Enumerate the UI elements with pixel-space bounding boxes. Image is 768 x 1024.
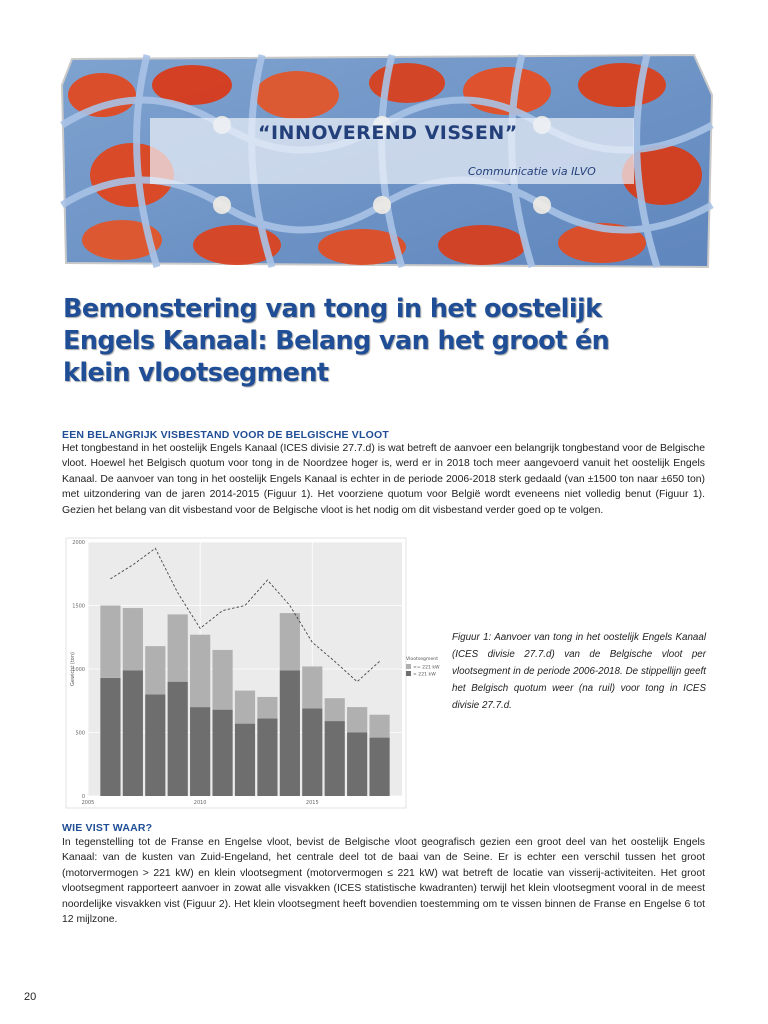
legend-label-small: <= 221 kW xyxy=(413,665,440,671)
article-headline: Bemonstering van tong in het oostelijk Engels Kanaal: Belang van het groot én klein vlootsegment xyxy=(63,294,610,388)
y-tick-label: 1000 xyxy=(72,666,85,673)
bar-large-segment xyxy=(190,707,210,796)
y-axis-label: Gewicht (ton) xyxy=(70,652,76,686)
bar-large-segment xyxy=(168,682,188,796)
section2-paragraph: In tegenstelling tot de Franse en Engelse vloot, bevist de Belgische vloot geografisch gezien een groot deel van het oostelijk Engels Kanaal: van de kusten van Zuid-Engeland, het centrale deel tot de baai van de Seine. Er is echter een verschil tussen het groot (motorvermogen > 221 kW) en klein vlootsegment (motorvermogen ≤ 221 kW) wat betreft de locatie van visserij-activiteiten. Het groot vlootsegment rapporteert aanvoer in zowat alle visvakken (ICES statistische kwadranten) terwijl het klein vlootsegment vooral in de meest noordelijke visvakken vist (Figuur 2). Het klein vlootsegment heeft bovendien toestemming om te vissen binnen de Franse en Engelse 6 tot 12 mijlzone. xyxy=(62,837,705,926)
y-tick-label: 2000 xyxy=(72,539,85,546)
x-tick-label: 2015 xyxy=(305,800,319,806)
figure1-caption: Figuur 1: Aanvoer van tong in het oostelijk Engels Kanaal (ICES divisie 27.7.d) van de Belgische vloot per vlootsegment in de periode 2006-2018. De stippellijn geeft het Belgisch quotum weer (na ruil) voor tong in ICES divisie 27.7.d. xyxy=(452,632,706,711)
bar-small-segment xyxy=(190,635,210,707)
bar-large-segment xyxy=(212,710,232,796)
bar-small-segment xyxy=(257,697,277,719)
bar-large-segment xyxy=(369,738,389,796)
bar-small-segment xyxy=(168,614,188,681)
legend-swatch-small xyxy=(406,664,411,669)
page-number: 20 xyxy=(24,991,37,1003)
bar-small-segment xyxy=(369,715,389,738)
y-tick-label: 0 xyxy=(81,793,85,800)
bar-large-segment xyxy=(123,670,143,796)
banner-title: “INNOVEREND VISSEN” xyxy=(258,122,518,144)
bar-small-segment xyxy=(100,606,120,678)
y-tick-label: 500 xyxy=(75,730,85,737)
section2-heading: WIE VIST WAAR? xyxy=(62,822,153,834)
bar-small-segment xyxy=(280,613,300,670)
bar-small-segment xyxy=(212,650,232,710)
section1-paragraph: Het tongbestand in het oostelijk Engels Kanaal (ICES divisie 27.7.d) is wat betreft de aanvoer een belangrijk tongbestand voor de Belgische vloot. Hoewel het Belgisch quotum voor tong in de Noordzee hoger is, werd er in 2018 toch meer aangevoerd vanuit het oostelijk Engels Kanaal. De aanvoer van tong in het oostelijk Engels Kanaal is echter in de periode 2006-2018 sterk gedaald (van ±1500 ton naar ±650 ton) met uitzondering van de jaren 2014-2015 (Figuur 1). Het voorziene quotum voor België wordt eveneens niet volledig benut (Figuur 1). Gezien het belang van dit visbestand voor de Belgische vloot is het nodig om dit visbestand verder goed op te volgen. xyxy=(62,443,705,516)
bar-small-segment xyxy=(325,698,345,721)
x-tick-label: 2005 xyxy=(81,800,95,806)
section1-heading: EEN BELANGRIJK VISBESTAND VOOR DE BELGISCHE VLOOT xyxy=(62,429,389,441)
bar-large-segment xyxy=(145,694,165,796)
bar-large-segment xyxy=(347,733,367,797)
bar-large-segment xyxy=(235,724,255,796)
bar-small-segment xyxy=(145,646,165,694)
chart-svg xyxy=(66,538,440,808)
bar-large-segment xyxy=(100,678,120,796)
y-tick-label: 1500 xyxy=(72,603,85,610)
x-tick-label: 2010 xyxy=(193,800,207,806)
bar-small-segment xyxy=(123,608,143,670)
figure1-chart xyxy=(66,538,440,808)
bar-large-segment xyxy=(325,721,345,796)
bar-small-segment xyxy=(235,691,255,724)
bar-small-segment xyxy=(347,707,367,732)
bar-large-segment xyxy=(257,719,277,796)
legend-swatch-large xyxy=(406,671,411,676)
bar-small-segment xyxy=(302,666,322,708)
banner-subtitle: Communicatie via ILVO xyxy=(468,165,596,178)
bar-large-segment xyxy=(280,670,300,796)
legend-title: Vlootsegment xyxy=(406,657,438,662)
bar-large-segment xyxy=(302,708,322,796)
legend-label-large: > 221 kW xyxy=(413,672,436,678)
